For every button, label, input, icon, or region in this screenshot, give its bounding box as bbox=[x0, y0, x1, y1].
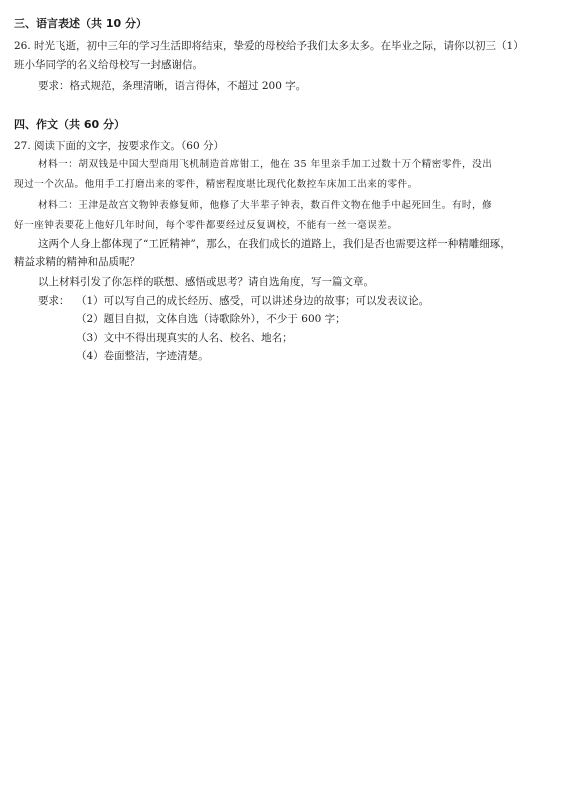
section-3-heading: 三、语言表述（共 10 分） bbox=[14, 17, 147, 30]
requirement-4: （4）卷面整洁，字迹清楚。 bbox=[76, 350, 209, 362]
requirement-label: 要求： bbox=[38, 295, 70, 307]
question-27-prompt: 27. 阅读下面的文字，按要求作文。（60 分） bbox=[14, 140, 224, 152]
question-26-requirement: 要求：格式规范，条理清晰，语言得体，不超过 200 字。 bbox=[38, 80, 307, 92]
requirement-2: （2）题目自拟，文体自选（诗歌除外），不少于 600 字； bbox=[76, 313, 346, 325]
material-1-line-2: 现过一个次品。他用手工打磨出来的零件，精密程度堪比现代化数控车床加工出来的零件。 bbox=[14, 179, 418, 190]
material-2-line-2: 好一座钟表要花上他好几年时间，每个零件都要经过反复调校，不能有一丝一毫误差。 bbox=[14, 220, 398, 231]
section-4-heading: 四、作文（共 60 分） bbox=[14, 118, 125, 131]
essay-paragraph-1-line-2: 精益求精的精神和品质呢？ bbox=[14, 256, 140, 268]
material-2-line-1: 材料二：王津是故宫文物钟表修复师，他修了大半辈子钟表，数百件文物在他手中起死回生。有时，修 bbox=[38, 200, 493, 211]
essay-paragraph-2: 以上材料引发了你怎样的联想、感悟或思考？请自选角度，写一篇文章。 bbox=[38, 276, 374, 288]
essay-paragraph-1-line-1: 这两个人身上都体现了“工匠精神”，那么，在我们成长的道路上，我们是否也需要这样一种精雕细琢， bbox=[38, 238, 511, 250]
question-26-line-1: 26. 时光飞逝，初中三年的学习生活即将结束，挚爱的母校给予我们太多太多。在毕业之际，请你以初三（1） bbox=[14, 40, 524, 52]
requirement-3: （3）文中不得出现真实的人名、校名、地名； bbox=[76, 332, 293, 344]
requirement-1: （1）可以写自己的成长经历、感受，可以讲述身边的故事；可以发表议论。 bbox=[76, 295, 430, 307]
question-26-line-2: 班小华同学的名义给母校写一封感谢信。 bbox=[14, 59, 203, 71]
material-1-line-1: 材料一：胡双钱是中国大型商用飞机制造首席钳工，他在 35 年里亲手加工过数十万个精密零件，没出 bbox=[38, 159, 493, 170]
